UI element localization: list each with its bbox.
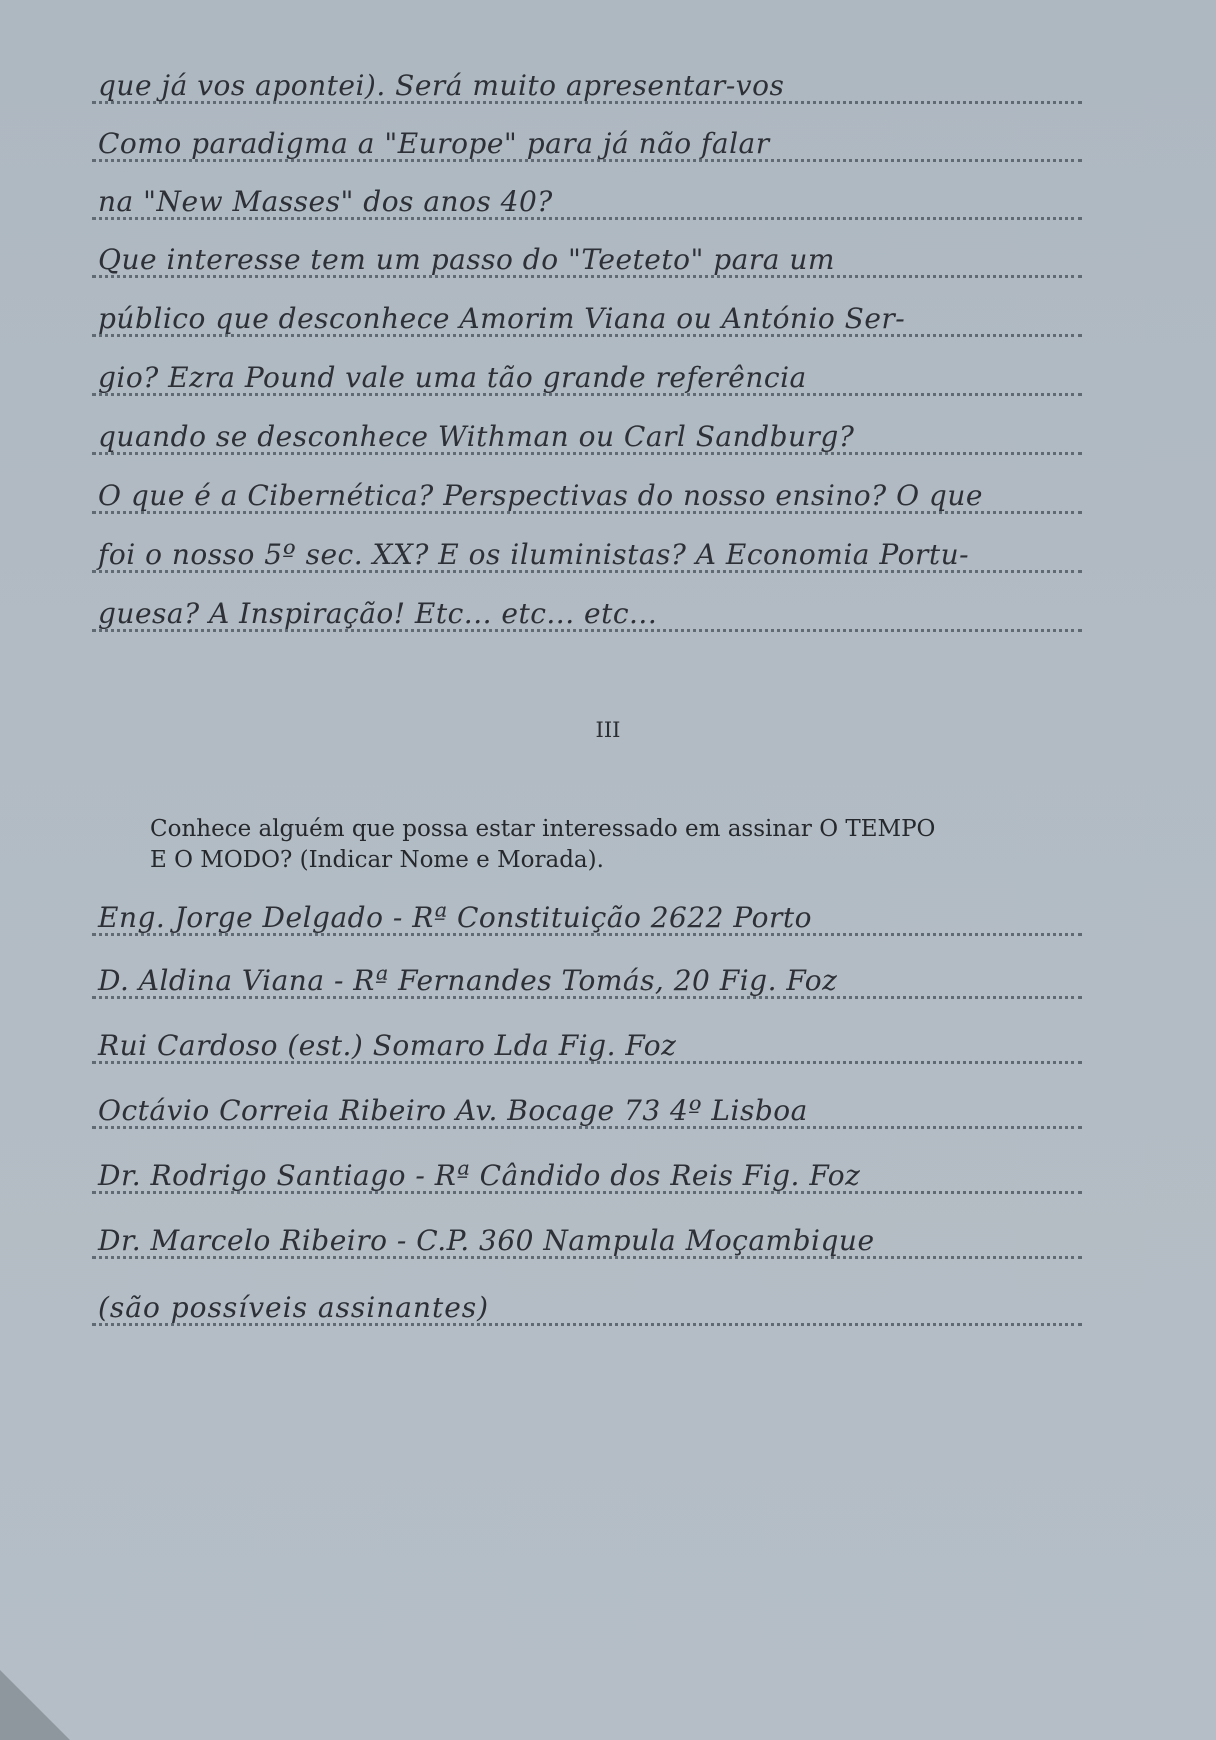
answer-line: [92, 882, 1082, 944]
answer-line: [92, 1075, 1082, 1137]
handwritten-line: [92, 50, 1082, 112]
handwritten-answer: Octávio Correia Ribeiro Av. Bocage 73 4º Lisboa: [98, 1094, 808, 1127]
question-line: E O MODO? (Indicar Nome e Morada).: [150, 847, 604, 873]
handwritten-line: [92, 519, 1082, 581]
printed-question: [150, 814, 1100, 876]
handwritten-text: O que é a Cibernética? Perspectivas do nosso ensino? O que: [98, 479, 983, 512]
handwritten-text: foi o nosso 5º sec. XX? E os iluministas? A Economia Portu-: [98, 538, 970, 571]
handwritten-text: na "New Masses" dos anos 40?: [98, 185, 553, 218]
answer-line: [92, 1010, 1082, 1072]
handwritten-text: que já vos apontei). Será muito apresentar-vos: [98, 69, 785, 102]
handwritten-line: [92, 166, 1082, 228]
answer-line: [92, 1272, 1082, 1334]
handwritten-line: [92, 342, 1082, 404]
handwritten-answer: Dr. Rodrigo Santiago - Rª Cândido dos Reis Fig. Foz: [98, 1159, 861, 1192]
handwritten-line: [92, 108, 1082, 170]
handwritten-line: [92, 578, 1082, 640]
handwritten-line: [92, 224, 1082, 286]
answer-line: [92, 945, 1082, 1007]
handwritten-line: [92, 460, 1082, 522]
handwritten-text: guesa? A Inspiração! Etc... etc... etc...: [98, 597, 658, 630]
section-number: III: [595, 718, 621, 742]
handwritten-answer: Rui Cardoso (est.) Somaro Lda Fig. Foz: [98, 1029, 677, 1062]
answer-line: [92, 1140, 1082, 1202]
handwritten-answer: Eng. Jorge Delgado - Rª Constituição 2622 Porto: [98, 901, 812, 934]
handwritten-answer: (são possíveis assinantes): [98, 1291, 490, 1324]
handwritten-text: gio? Ezra Pound vale uma tão grande referência: [98, 361, 807, 394]
handwritten-line: [92, 283, 1082, 345]
handwritten-text: quando se desconhece Withman ou Carl Sandburg?: [98, 420, 855, 453]
handwritten-text: Que interesse tem um passo do "Teeteto" para um: [98, 243, 835, 276]
handwritten-text: público que desconhece Amorim Viana ou António Ser-: [98, 302, 906, 335]
handwritten-answer: Dr. Marcelo Ribeiro - C.P. 360 Nampula Moçambique: [98, 1224, 875, 1257]
handwritten-line: [92, 401, 1082, 463]
question-line: Conhece alguém que possa estar interessado em assinar O TEMPO: [150, 816, 936, 842]
folded-corner: [0, 1670, 70, 1740]
handwritten-text: Como paradigma a "Europe" para já não falar: [98, 127, 770, 160]
handwritten-answer: D. Aldina Viana - Rª Fernandes Tomás, 20 Fig. Foz: [98, 964, 838, 997]
answer-line: [92, 1205, 1082, 1267]
